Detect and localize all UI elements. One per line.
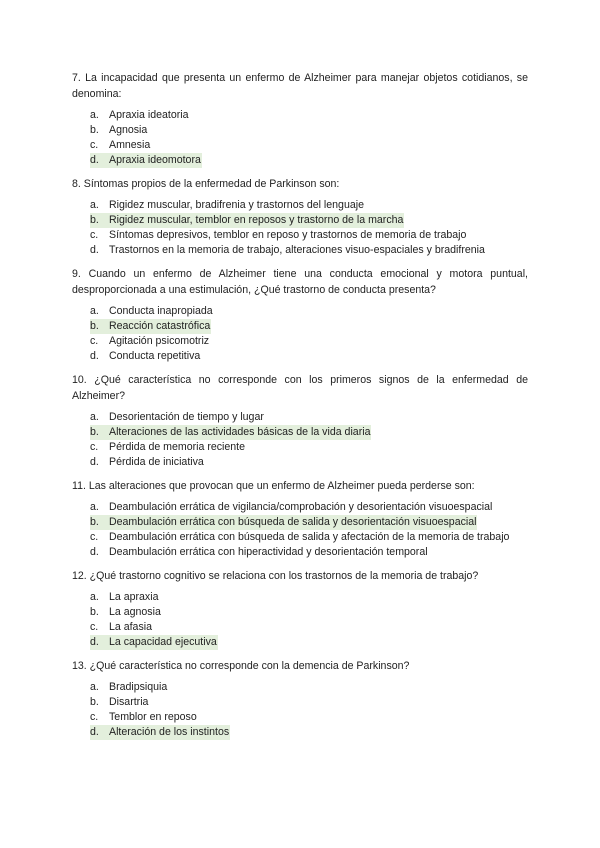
options-list: [72, 680, 528, 740]
option-c: [72, 334, 528, 349]
options-list: [72, 590, 528, 650]
question-11: [72, 478, 528, 560]
options-list: [72, 198, 528, 258]
option-d-correct: [72, 635, 528, 650]
option-text: Agitación psicomotriz: [109, 335, 210, 347]
option-letter: b.: [90, 696, 99, 708]
option-c: [72, 138, 528, 153]
options-list: [72, 108, 528, 168]
option-letter: a.: [90, 199, 99, 211]
option-b-correct: [72, 425, 528, 440]
option-letter: a.: [90, 501, 99, 513]
option-text: Amnesia: [109, 139, 151, 151]
option-letter: c.: [90, 335, 99, 347]
option-b: [72, 695, 528, 710]
option-text: Conducta inapropiada: [109, 305, 213, 317]
option-text: Trastornos en la memoria de trabajo, alteraciones visuo-espaciales y bradifrenia: [109, 244, 485, 256]
option-letter: b.: [90, 319, 108, 334]
option-c: [72, 710, 528, 725]
question-text: 11. Las alteraciones que provocan que un enfermo de Alzheimer pueda perderse son:: [72, 480, 475, 492]
option-text: Rigidez muscular, temblor en reposos y trastorno de la marcha: [109, 214, 404, 226]
option-letter: a.: [90, 681, 99, 693]
options-list: [72, 304, 528, 364]
question-text: 7. La incapacidad que presenta un enfermo de Alzheimer para manejar objetos cotidianos, se denomina:: [72, 72, 528, 100]
option-text: Apraxia ideatoria: [109, 109, 189, 121]
question-7: [72, 70, 528, 168]
option-text: Alteraciones de las actividades básicas de la vida diaria: [109, 426, 371, 438]
option-letter: d.: [90, 153, 108, 168]
question-text: 13. ¿Qué característica no corresponde con la demencia de Parkinson?: [72, 660, 410, 672]
option-a: [72, 590, 528, 605]
question-text: 10. ¿Qué característica no corresponde con los primeros signos de la enfermedad de Alzheimer?: [72, 374, 528, 402]
quiz-page: [72, 70, 528, 748]
option-c: [72, 530, 528, 545]
option-letter: a.: [90, 591, 99, 603]
option-c: [72, 620, 528, 635]
option-b-correct: [72, 319, 528, 334]
option-text: Bradipsiquia: [109, 681, 168, 693]
option-d: [72, 545, 528, 560]
option-letter: b.: [90, 515, 108, 530]
option-a: [72, 198, 528, 213]
option-d-correct: [72, 725, 528, 740]
question-12: [72, 568, 528, 650]
option-a: [72, 410, 528, 425]
question-9: [72, 266, 528, 364]
option-text: La apraxia: [109, 591, 159, 603]
option-letter: a.: [90, 109, 99, 121]
option-text: La afasia: [109, 621, 152, 633]
option-b-correct: [72, 515, 528, 530]
option-b: [72, 605, 528, 620]
option-letter: d.: [90, 725, 108, 740]
option-text: Disartria: [109, 696, 149, 708]
option-letter: c.: [90, 441, 99, 453]
option-letter: b.: [90, 606, 99, 618]
options-list: [72, 410, 528, 470]
option-c: [72, 440, 528, 455]
option-letter: c.: [90, 139, 99, 151]
option-text: Deambulación errática de vigilancia/comprobación y desorientación visuoespacial: [109, 501, 493, 513]
option-letter: a.: [90, 411, 99, 423]
option-text: Agnosia: [109, 124, 148, 136]
question-text: 12. ¿Qué trastorno cognitivo se relaciona con los trastornos de la memoria de trabajo?: [72, 570, 479, 582]
option-a: [72, 500, 528, 515]
option-a: [72, 680, 528, 695]
option-letter: b.: [90, 213, 108, 228]
option-text: Deambulación errática con búsqueda de salida y desorientación visuoespacial: [109, 516, 477, 528]
option-text: Pérdida de memoria reciente: [109, 441, 246, 453]
option-text: Deambulación errática con búsqueda de salida y afectación de la memoria de trabajo: [109, 531, 510, 543]
option-letter: d.: [90, 635, 108, 650]
question-text: 8. Síntomas propios de la enfermedad de Parkinson son:: [72, 178, 340, 190]
option-text: La capacidad ejecutiva: [109, 636, 217, 648]
option-letter: c.: [90, 531, 99, 543]
option-text: Desorientación de tiempo y lugar: [109, 411, 264, 423]
option-letter: a.: [90, 305, 99, 317]
option-text: Conducta repetitiva: [109, 350, 201, 362]
option-letter: c.: [90, 621, 99, 633]
option-d: [72, 349, 528, 364]
option-text: La agnosia: [109, 606, 161, 618]
option-letter: b.: [90, 425, 108, 440]
option-letter: d.: [90, 546, 99, 558]
option-letter: c.: [90, 711, 99, 723]
option-b-correct: [72, 213, 528, 228]
option-letter: d.: [90, 350, 99, 362]
option-letter: c.: [90, 229, 99, 241]
option-text: Deambulación errática con hiperactividad y desorientación temporal: [109, 546, 428, 558]
options-list: [72, 500, 528, 560]
option-text: Temblor en reposo: [109, 711, 197, 723]
option-b: [72, 123, 528, 138]
option-a: [72, 304, 528, 319]
question-13: [72, 658, 528, 740]
option-text: Alteración de los instintos: [109, 726, 230, 738]
option-d: [72, 455, 528, 470]
option-d: [72, 243, 528, 258]
question-8: [72, 176, 528, 258]
option-text: Reacción catastrófica: [109, 320, 211, 332]
option-a: [72, 108, 528, 123]
option-text: Apraxia ideomotora: [109, 154, 201, 166]
option-text: Pérdida de iniciativa: [109, 456, 204, 468]
option-d-correct: [72, 153, 528, 168]
option-letter: d.: [90, 456, 99, 468]
option-letter: b.: [90, 124, 99, 136]
question-text: 9. Cuando un enfermo de Alzheimer tiene una conducta emocional y motora puntual, desproporcionada a una estimulación, ¿Qué trastorno de conducta presenta?: [72, 268, 528, 296]
question-10: [72, 372, 528, 470]
option-text: Rigidez muscular, bradifrenia y trastornos del lenguaje: [109, 199, 364, 211]
option-text: Síntomas depresivos, temblor en reposo y trastornos de memoria de trabajo: [109, 229, 467, 241]
option-c: [72, 228, 528, 243]
option-letter: d.: [90, 244, 99, 256]
